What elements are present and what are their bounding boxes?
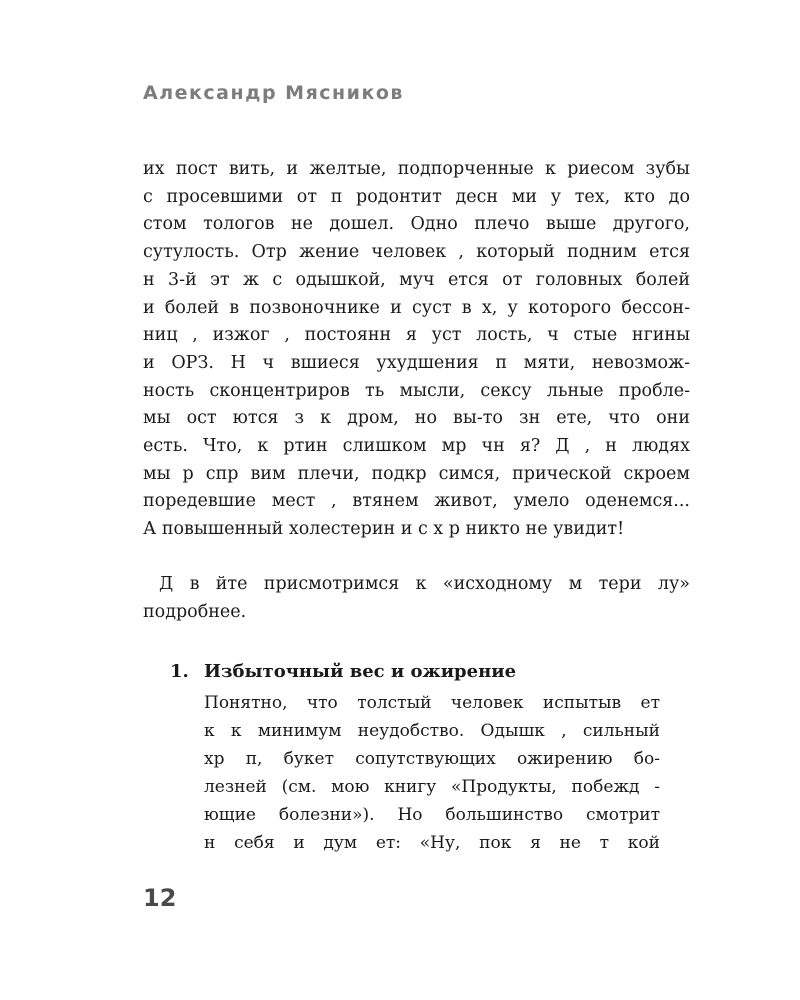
text-line: ющие болезни»). Но большинство смотрит xyxy=(204,805,660,825)
text-line: сутулость. Отр жение человек , который подним ется xyxy=(143,242,690,263)
paragraph-gap xyxy=(143,544,690,571)
text-line: н 3-й эт ж с одышкой, муч ется от головных болей xyxy=(143,269,690,290)
text-line: поредевшие мест , втянем живот, умело оденемся... xyxy=(143,491,690,512)
text-line: ниц , изжог , постоянн я уст лость, ч стые нгины xyxy=(143,325,690,346)
text-line: Д в йте присмотримся к «исходному м тери лу» xyxy=(159,573,690,594)
text-line: н себя и дум ет: «Ну, пок я не т кой xyxy=(204,833,660,853)
text-line: Понятно, что толстый человек испытыв ет xyxy=(204,693,660,713)
body-text xyxy=(143,156,690,626)
text-line: подробнее. xyxy=(143,601,247,622)
text-line: есть. Что, к ртин слишком мр чн я? Д , н людях xyxy=(143,436,690,457)
text-line: хр п, букет сопутствующих ожирению бо- xyxy=(204,749,660,769)
text-line: и ОРЗ. Н ч вшиеся ухудшения п мяти, невозмож- xyxy=(143,352,690,373)
running-header: Александр Мясников xyxy=(143,82,404,104)
text-line: мы ост ются з к дром, но вы-то зн ете, что они xyxy=(143,408,690,429)
text-line: ность сконцентриров ть мысли, сексу льные пробле- xyxy=(143,380,690,401)
list-item-title: Избыточный вес и ожирение xyxy=(204,661,517,682)
text-line: и болей в позвоночнике и суст в х, у которого бессон- xyxy=(143,297,690,318)
page-number: 12 xyxy=(143,884,177,912)
text-line: лезней (см. мою книгу «Продукты, побежд - xyxy=(204,777,660,797)
list-item-heading xyxy=(170,661,660,689)
text-line: стом тологов не дошел. Одно плечо выше другого, xyxy=(143,214,690,235)
text-line: А повышенный холестерин и с х р никто не увидит! xyxy=(143,519,625,540)
list-item-number: 1. xyxy=(170,661,189,682)
numbered-list xyxy=(170,661,660,857)
text-line: мы р спр вим плечи, подкр симся, прической скроем xyxy=(143,463,690,484)
list-item-body xyxy=(204,689,660,857)
text-line: к к минимум неудобство. Одышк , сильный xyxy=(204,721,660,741)
text-line: их пост вить, и желтые, подпорченные к риесом зубы xyxy=(143,159,690,179)
text-line: с просевшими от п родонтит десн ми у тех, кто до xyxy=(143,186,690,207)
